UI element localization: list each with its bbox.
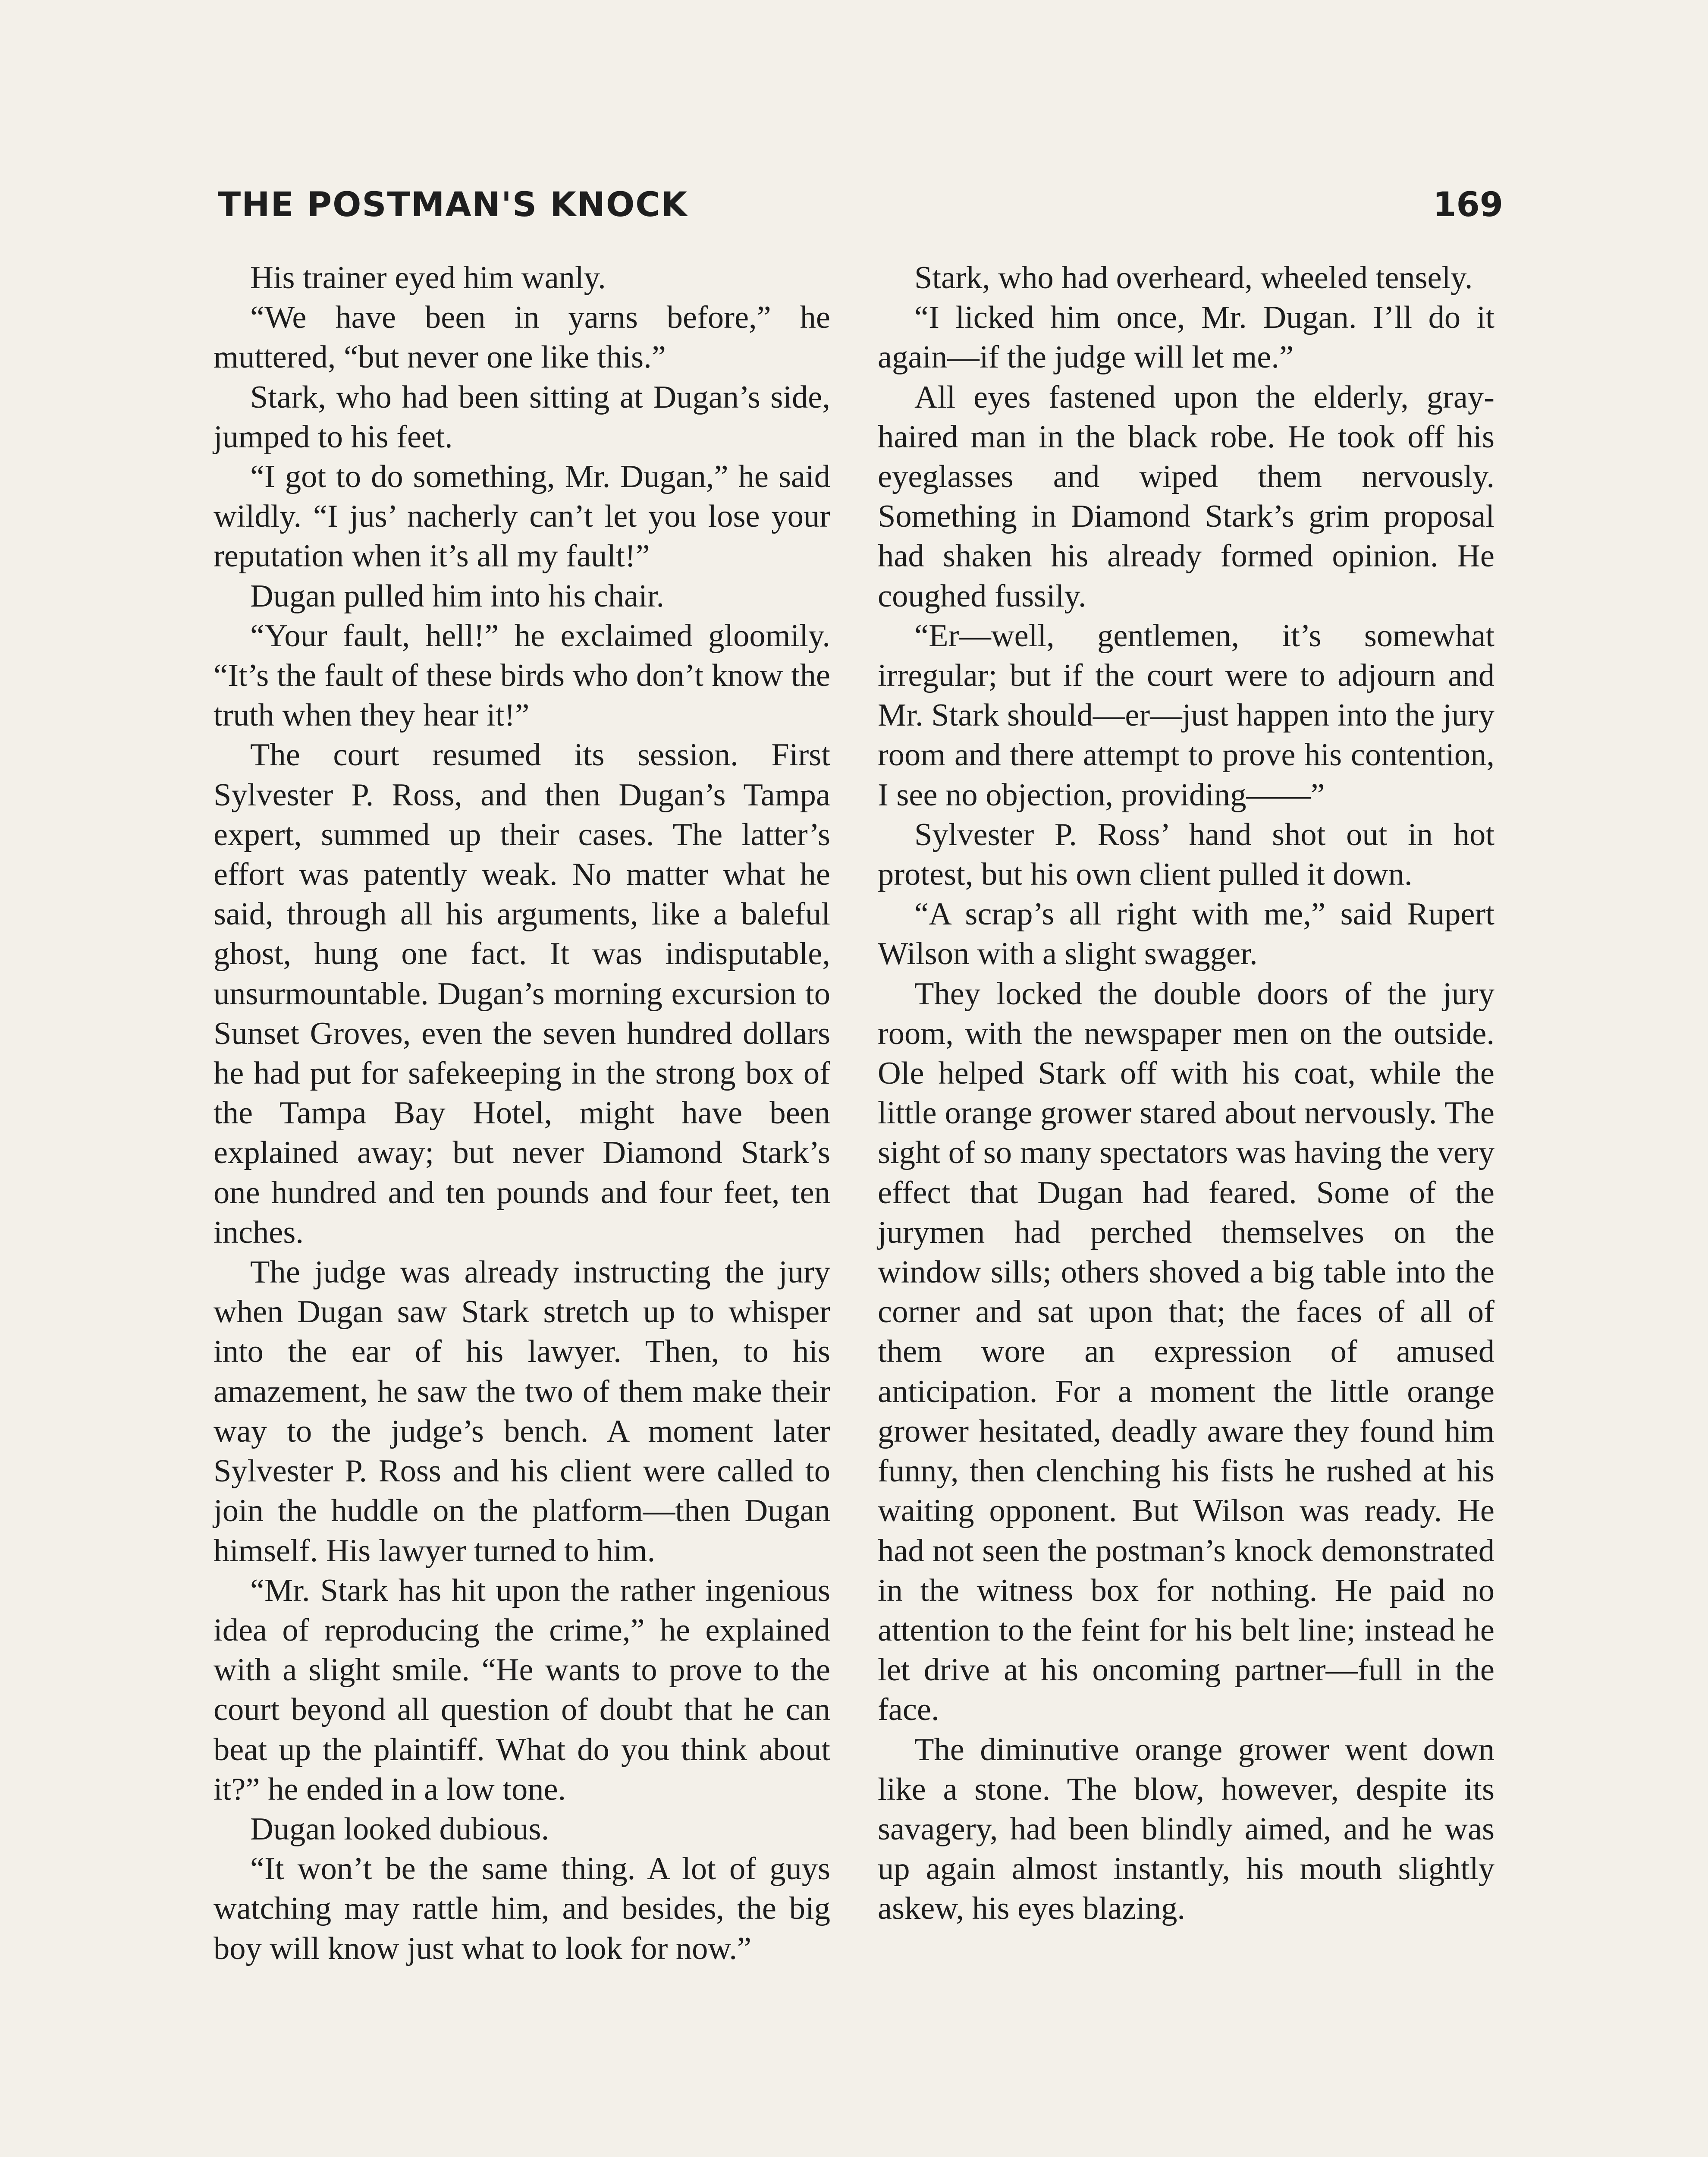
paragraph: “I licked him once, Mr. Dugan. I’ll do it again—if the judge will let me.” <box>878 300 1494 375</box>
right-text-column <box>878 258 1494 1929</box>
paragraph: The judge was already instructing the jury when Dugan saw Stark stretch up to whisper into the ear of his lawyer. Then, to his amazement, he saw the two of them make their way to the judge’s bench. A moment later Sylvester P. Ross and his client were called to join the huddle on the platform—then Dugan himself. His lawyer turned to him. <box>214 1255 830 1569</box>
paragraph: All eyes fastened upon the elderly, gray-haired man in the black robe. He took off his eyeglasses and wiped them nervously. Something in Diamond Stark’s grim proposal had shaken his already formed opinion. He coughed fussily. <box>878 379 1494 614</box>
paragraph: “Your fault, hell!” he exclaimed gloomily. “It’s the fault of these birds who don’t know the truth when they hear it!” <box>214 618 830 733</box>
paragraph: “Er—well, gentlemen, it’s somewhat irregular; but if the court were to adjourn and Mr. Stark should—er—just happen into the jury room and there attempt to prove his contention, I see no objection, providing——” <box>878 618 1494 813</box>
paragraph: Stark, who had overheard, wheeled tensely. <box>914 260 1473 296</box>
paragraph: “We have been in yarns before,” he muttered, “but never one like this.” <box>214 300 830 375</box>
paragraph: They locked the double doors of the jury room, with the newspaper men on the outside. Ole helped Stark off with his coat, while the little orange grower stared about nervously. The sight of so many spectators was having the very effect that Dugan had feared. Some of the jurymen had perched themselves on the window sills; others shoved a big table into the corner and sat upon that; the faces of all of them wore an expression of amused anticipation. For a moment the little orange grower hesitated, deadly aware they found him funny, then clenching his fists he rushed at his waiting opponent. But Wilson was ready. He had not seen the postman’s knock demonstrated in the witness box for nothing. He paid no attention to the feint for his belt line; instead he let drive at his oncoming partner—full in the face. <box>878 976 1494 1728</box>
paragraph: His trainer eyed him wanly. <box>250 260 606 296</box>
paragraph: Dugan looked dubious. <box>250 1811 549 1847</box>
paragraph: The diminutive orange grower went down like a stone. The blow, however, despite its savagery, had been blindly aimed, and he was up again almost instantly, his mouth slightly askew, his eyes blazing. <box>878 1732 1494 1927</box>
paragraph: The court resumed its session. First Sylvester P. Ross, and then Dugan’s Tampa expert, summed up their cases. The latter’s effort was patently weak. No matter what he said, through all his arguments, like a baleful ghost, hung one fact. It was indisputable, unsurmountable. Dugan’s morning excursion to Sunset Groves, even the seven hundred dollars he had put for safekeeping in the strong box of the Tampa Bay Hotel, might have been explained away; but never Diamond Stark’s one hundred and ten pounds and four feet, ten inches. <box>214 737 830 1250</box>
paragraph: “A scrap’s all right with me,” said Rupert Wilson with a slight swagger. <box>878 896 1494 972</box>
paragraph: “Mr. Stark has hit upon the rather ingenious idea of reproducing the crime,” he explained with a slight smile. “He wants to prove to the court beyond all question of doubt that he can beat up the plaintiff. What do you think about it?” he ended in a low tone. <box>214 1572 830 1807</box>
page-number: 169 <box>1433 186 1503 224</box>
running-title: THE POSTMAN'S KNOCK <box>218 186 688 224</box>
paragraph: Dugan pulled him into his chair. <box>250 578 665 614</box>
running-header <box>218 179 1503 231</box>
paragraph: “It won’t be the same thing. A lot of guys watching may rattle him, and besides, the big boy will know just what to look for now.” <box>214 1851 830 1966</box>
paragraph: “I got to do something, Mr. Dugan,” he said wildly. “I jus’ nacherly can’t let you lose your reputation when it’s all my fault!” <box>214 459 830 574</box>
paragraph: Sylvester P. Ross’ hand shot out in hot protest, but his own client pulled it down. <box>878 817 1494 893</box>
paragraph: Stark, who had been sitting at Dugan’s side, jumped to his feet. <box>214 379 830 455</box>
left-text-column <box>214 258 830 1968</box>
